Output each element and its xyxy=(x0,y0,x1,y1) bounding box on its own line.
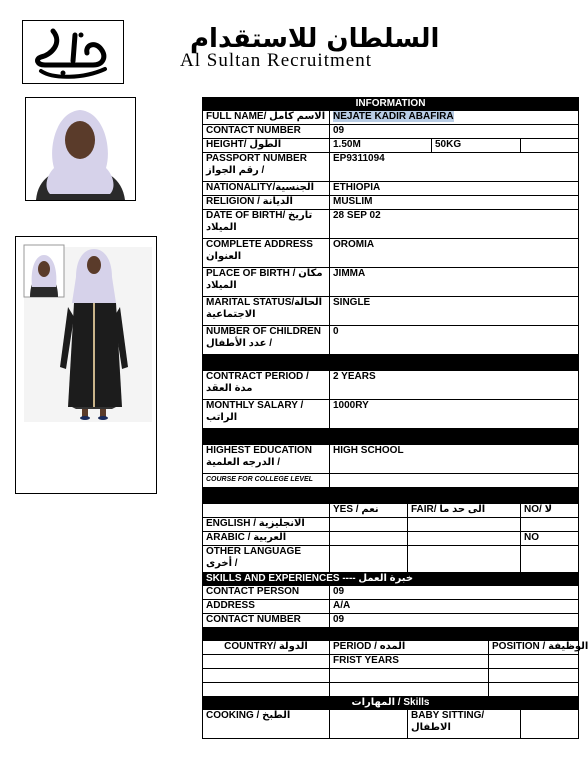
other-language-label: OTHER LANGUAGE أخرى / xyxy=(203,546,330,573)
contract-value: 2 YEARS xyxy=(330,371,579,400)
address-label: COMPLETE ADDRESS العنوان xyxy=(203,239,330,268)
contract-label: CONTRACT PERIOD / مدة العقد xyxy=(203,371,330,400)
contact-number-label: CONTACT NUMBER xyxy=(203,125,330,139)
arabic-label: ARABIC / العربية xyxy=(203,532,330,546)
logo-calligraphy-icon xyxy=(23,21,123,83)
company-logo xyxy=(22,20,124,84)
address-value: OROMIA xyxy=(330,239,579,268)
nationality-label: NATIONALITY/الجنسية xyxy=(203,182,330,196)
education-value: HIGH SCHOOL xyxy=(330,445,579,474)
position-header: POSITION / الوظيفة xyxy=(489,641,579,655)
contact-person-value: 09 xyxy=(330,586,579,600)
skills-header: المهارات / Skills xyxy=(203,697,579,710)
marital-label: MARITAL STATUS/الحالة الاجتماعية xyxy=(203,297,330,326)
dob-value: 28 SEP 02 xyxy=(330,210,579,239)
logo-english-text: Al Sultan Recruitment xyxy=(180,50,372,71)
passport-label: PASSPORT NUMBER رقم الجواز / xyxy=(203,153,330,182)
children-value: 0 xyxy=(330,326,579,355)
weight-value: 50KG xyxy=(432,139,521,153)
section-header-information: INFORMATION xyxy=(203,98,579,111)
exp-contact-number-value: 09 xyxy=(330,614,579,628)
height-label: HEIGHT/ الطول xyxy=(203,139,330,153)
information-table xyxy=(202,97,588,739)
section-divider xyxy=(203,429,579,445)
period-header: PERIOD / المده xyxy=(330,641,489,655)
skills-experience-header: SKILLS AND EXPERIENCES ---- خبرة العمل xyxy=(203,573,579,586)
no-column-header: NO/ لا xyxy=(521,504,579,518)
portrait-photo xyxy=(25,97,136,201)
dob-label: DATE OF BIRTH/ تاريخ الميلاد xyxy=(203,210,330,239)
exp-address-label: ADDRESS xyxy=(203,600,330,614)
children-label: NUMBER OF CHILDREN عدد الأطفال / xyxy=(203,326,330,355)
contact-number-value: 09 xyxy=(330,125,579,139)
height-value: 1.50M xyxy=(330,139,432,153)
pob-value: JIMMA xyxy=(330,268,579,297)
religion-value: MUSLIM xyxy=(330,196,579,210)
cooking-label: COOKING / الطبخ xyxy=(203,710,330,739)
education-label: HIGHEST EDUCATION الدرجه العلمية / xyxy=(203,445,330,474)
arabic-no-value: NO xyxy=(521,532,579,546)
college-course-label: COURSE FOR COLLEGE LEVEL xyxy=(203,474,330,488)
fair-column-header: FAIR/ الى حد ما xyxy=(408,504,521,518)
passport-value: EP9311094 xyxy=(330,153,579,182)
full-body-photo xyxy=(15,236,157,494)
salary-label: MONTHLY SALARY / الراتب xyxy=(203,400,330,429)
marital-value: SINGLE xyxy=(330,297,579,326)
baby-sitting-label: BABY SITTING/ الاطفال xyxy=(408,710,521,739)
yes-column-header: YES / نعم xyxy=(330,504,408,518)
nationality-value: ETHIOPIA xyxy=(330,182,579,196)
english-label: ENGLISH / الانجليزية xyxy=(203,518,330,532)
section-divider xyxy=(203,488,579,504)
period-value: FRIST YEARS xyxy=(330,655,489,669)
logo-arabic-text: السلطان للاستقدام xyxy=(190,24,440,54)
section-divider xyxy=(203,355,579,371)
exp-contact-number-label: CONTACT NUMBER xyxy=(203,614,330,628)
contact-person-label: CONTACT PERSON xyxy=(203,586,330,600)
section-divider xyxy=(203,628,579,641)
full-name-value: NEJATE KADIR ABAFIRA xyxy=(333,111,454,122)
country-header: COUNTRY/ الدولة xyxy=(203,641,330,655)
pob-label: PLACE OF BIRTH / مكان الميلاد xyxy=(203,268,330,297)
exp-address-value: A/A xyxy=(330,600,579,614)
salary-value: 1000RY xyxy=(330,400,579,429)
full-name-label: FULL NAME/ الاسم كامل xyxy=(203,111,330,125)
religion-label: RELIGION / الديانة xyxy=(203,196,330,210)
